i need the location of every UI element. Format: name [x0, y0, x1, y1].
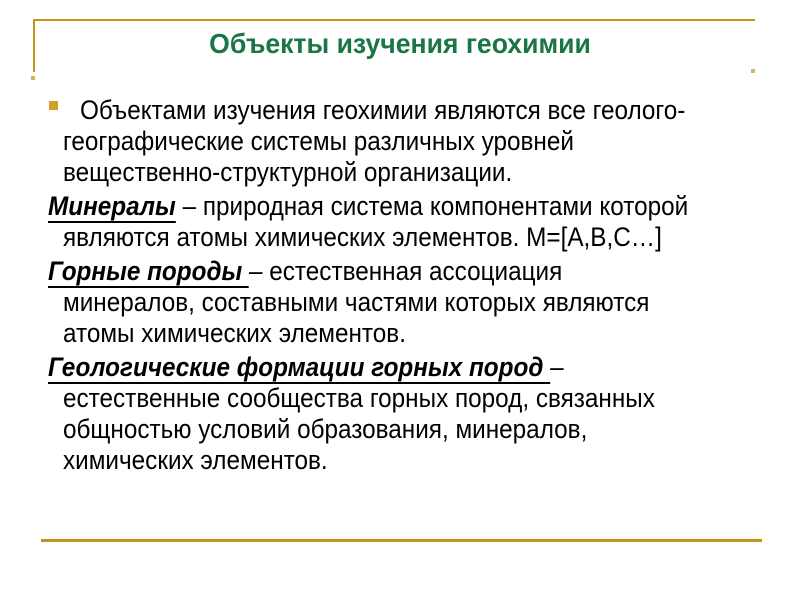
text-line: атомы химических элементов.	[63, 318, 406, 348]
footer-line	[41, 539, 762, 542]
slide-body	[0, 95, 800, 479]
term-minerals: Минералы	[48, 191, 176, 221]
definition-rocks	[0, 256, 800, 349]
text-line	[48, 352, 800, 383]
definition-formations	[0, 352, 800, 476]
term-rocks: Горные породы	[48, 256, 249, 286]
definition-text: –	[550, 352, 564, 382]
text-line: Объектами изучения геохимии являются все геолого-	[80, 95, 686, 125]
text-line	[48, 256, 800, 287]
text-line: минералов, составными частями которых являются	[63, 287, 650, 317]
bullet-paragraph	[0, 95, 800, 188]
text-line: химических элементов.	[63, 445, 328, 475]
definition-text: – природная система компонентами которой	[175, 191, 689, 221]
corner-dot-left-icon	[31, 76, 35, 80]
title-frame-top-line	[33, 19, 755, 21]
text-line: географические системы различных уровней	[63, 126, 574, 156]
term-formations: Геологические формации горных пород	[48, 352, 551, 382]
text-line: являются атомы химических элементов. М=[А,В,С…]	[63, 222, 662, 252]
text-line: вещественно-структурной организации.	[63, 157, 513, 187]
text-line: общностью условий образования, минералов,	[63, 414, 588, 444]
page-title: Объекты изучения геохимии	[209, 28, 591, 59]
definition-minerals	[0, 191, 800, 253]
definition-text: – естественная ассоциация	[248, 256, 563, 286]
bullet-square-icon	[49, 101, 58, 110]
text-line	[48, 191, 800, 222]
corner-dot-right-icon	[751, 69, 755, 73]
text-line: естественные сообщества горных пород, связанных	[63, 383, 655, 413]
